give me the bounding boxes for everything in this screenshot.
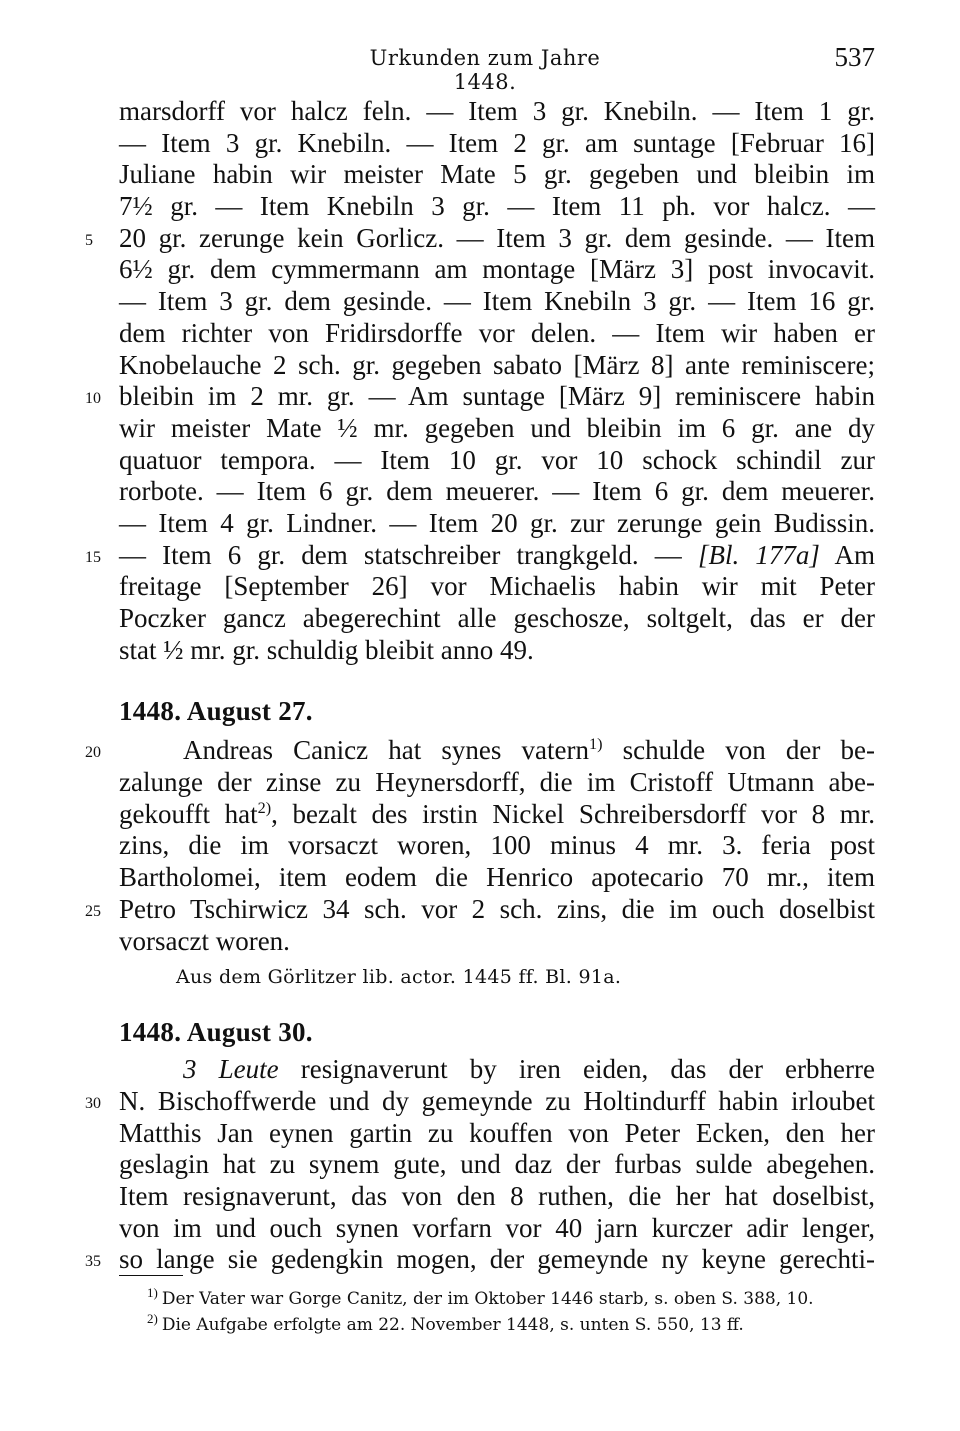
page-number: 537	[834, 42, 875, 72]
entry-date-heading: 1448. August 27.	[119, 696, 313, 727]
text-line: 6½ gr. dem cymmermann am montage [März 3] post invocavit.	[119, 254, 875, 285]
text-line: Knobelauche 2 sch. gr. gegeben sabato [März 8] ante reminiscere;	[119, 349, 875, 380]
text-line: gekoufft hat$^{2)}$, bezalt des irstin Nickel Schreibersdorff vor 8 mr.	[119, 798, 876, 829]
text-line: zalunge der zinse zu Heynersdorff, die im Cristoff Utmann abe-	[119, 767, 875, 798]
footnote: $^{2)}$ Die Aufgabe erfolgte am 22. November 1448, s. unten S. 550, 13 ff.	[147, 1311, 744, 1335]
line-number: 35	[85, 1253, 101, 1271]
text-line: 15 — Item 6 gr. dem statschreiber trangkgeld. — [Bl. 177a] Am	[119, 540, 875, 572]
line-number: 5	[85, 231, 93, 249]
footnotes	[147, 1286, 887, 1338]
text-line: Matthis Jan eynen gartin zu kouffen von Peter Ecken, den her	[119, 1117, 875, 1148]
account-entries	[85, 96, 876, 666]
text-line: stat ½ mr. gr. schuldig bleibit anno 49.	[119, 634, 534, 665]
text-line: 5 20 gr. zerunge kein Gorlicz. — Item 3 gr. dem gesinde. — Item	[119, 223, 875, 255]
footnote-divider	[119, 1275, 183, 1276]
entry-august-27	[85, 695, 876, 991]
running-head	[0, 42, 960, 94]
source-citation: Aus dem Görlitzer lib. actor. 1445 ff. Bl. 91a.	[176, 966, 622, 989]
text-line: — Item 4 gr. Lindner. — Item 20 gr. zur zerunge gein Budissin.	[119, 507, 875, 538]
line-number: 20	[85, 744, 101, 762]
folio-reference: [Bl. 177a]	[697, 539, 820, 570]
footnote-ref: 1)	[588, 735, 603, 754]
line-number: 15	[85, 548, 101, 566]
text-line: quatuor tempora. — Item 10 gr. vor 10 schock schindil zur	[119, 444, 875, 475]
text-line: 20 Andreas Canicz hat synes vatern$^{1)}$ schulde von der be-	[119, 735, 875, 767]
editorial-italic: 3 Leute	[183, 1054, 279, 1085]
text-line: — Item 3 gr. dem gesinde. — Item Knebiln 3 gr. — Item 16 gr.	[119, 286, 875, 317]
text-line: — Item 3 gr. Knebiln. — Item 2 gr. am suntage [Februar 16]	[119, 127, 875, 158]
text-line: Juliane habin wir meister Mate 5 gr. gegeben und bleibin im	[119, 159, 875, 190]
line-number: 25	[85, 902, 101, 920]
line-number: 10	[85, 390, 101, 408]
footnote: $^{1)}$ Der Vater war Gorge Canitz, der im Oktober 1446 starb, s. oben S. 388, 10.	[147, 1285, 814, 1309]
text-line: geslagin hat zu synem gute, und daz der furbas sulde abegehen.	[119, 1149, 875, 1180]
text-line: vorsaczt woren.	[119, 925, 290, 956]
main-text	[85, 96, 876, 1276]
text-line: Poczker gancz abegerechint alle geschosze, soltgelt, das er der	[119, 603, 875, 633]
entry-date-heading: 1448. August 30.	[119, 1017, 313, 1048]
text-line: 7½ gr. — Item Knebiln 3 gr. — Item 11 ph. vor halcz. —	[119, 191, 875, 222]
footnote-mark: 2)	[147, 1311, 158, 1327]
text-line: 35 so lange sie gedengkin mogen, der gemeynde ny keyne gerechti-	[119, 1244, 875, 1276]
text-line: 30 N. Bischoffwerde und dy gemeynde zu Holtindurff habin irloubet	[119, 1086, 875, 1118]
running-title: Urkunden zum Jahre 1448.	[369, 46, 601, 94]
entry-august-30	[85, 1016, 875, 1276]
text-line: freitage [September 26] vor Michaelis habin wir mit Peter	[119, 571, 875, 602]
line-number: 30	[85, 1094, 101, 1112]
footnote-mark: 1)	[147, 1285, 158, 1301]
text-line: zins, die im vorsaczt woren, 100 minus 4 mr. 3. feria post	[119, 830, 875, 861]
text-line: von im und ouch synen vorfarn vor 40 jarn kurczer adir lenger,	[119, 1212, 875, 1243]
text-line: 25 Petro Tschirwicz 34 sch. vor 2 sch. zins, die im ouch doselbist	[119, 894, 875, 926]
text-line: Bartholomei, item eodem die Henrico apotecario 70 mr., item	[119, 862, 875, 893]
text-line: dem richter von Fridirsdorffe vor delen. — Item wir haben er	[119, 317, 875, 348]
text-line: rorbote. — Item 6 gr. dem meuerer. — Item 6 gr. dem meuerer.	[119, 476, 875, 507]
text-line: wir meister Mate ½ mr. gegeben und bleibin im 6 gr. ane dy	[119, 412, 875, 443]
footnote-ref: 2)	[257, 798, 272, 817]
text-line: 10 bleibin im 2 mr. gr. — Am suntage [März 9] reminiscere habin	[119, 381, 875, 413]
text-line: Item resignaverunt, das von den 8 ruthen, die her hat doselbist,	[119, 1180, 875, 1211]
text-line: marsdorff vor halcz feln. — Item 3 gr. Knebiln. — Item 1 gr.	[119, 96, 875, 126]
text-line: 3 Leute resignaverunt by iren eiden, das der erbherre	[183, 1054, 875, 1085]
